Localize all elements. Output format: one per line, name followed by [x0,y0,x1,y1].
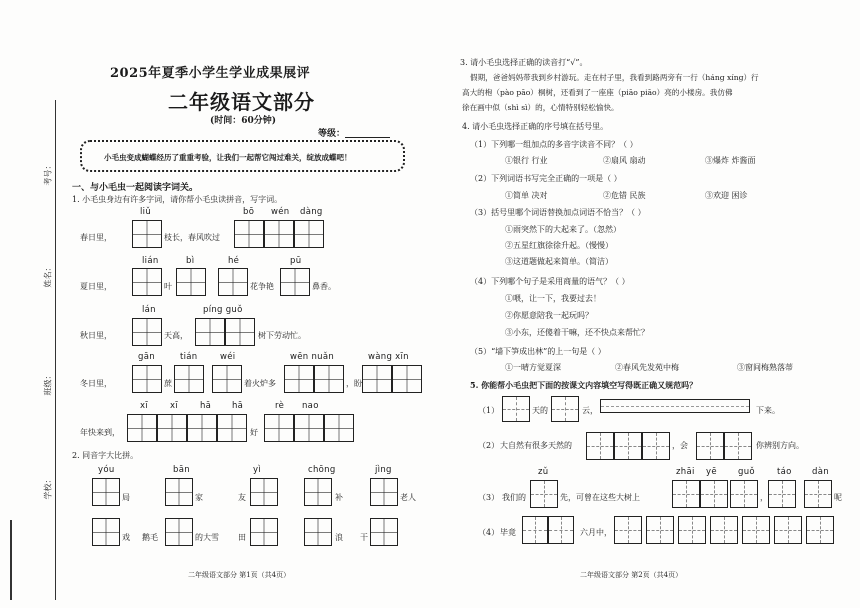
py-wennuan: wēn nuǎn [290,352,335,362]
row4-label: 冬日里， [80,379,112,388]
q4-2-opt[interactable]: ①简单 决对 [505,191,548,200]
answer-box[interactable] [234,220,264,248]
q4-4-opt[interactable]: ②你愿意陪我一起玩吗？ [505,311,593,320]
fill3-num: （3） [478,493,500,502]
homo-py: chōng [308,465,336,475]
q4-2: （2）下列词语书写完全正确的一项是（ ） [470,174,622,183]
row5-label: 年快来到， [80,428,120,437]
py-dang: dàng [300,207,323,217]
fill-box[interactable] [724,432,752,460]
homo-word: 浪 [335,533,343,542]
q4-4-opt[interactable]: ①喂，让一下，我要过去！ [505,294,601,303]
fill-box[interactable] [804,480,832,508]
fill2-text3: 你辨别方向。 [756,441,804,450]
homo-py: yóu [98,465,115,475]
row3-text2: 树下劳动忙。 [258,331,306,340]
answer-box[interactable] [225,318,255,346]
fill3-text4: 呢 [834,493,842,502]
answer-box[interactable] [165,478,193,506]
fill1-text3: 下来。 [756,406,780,415]
fill-box[interactable] [678,516,706,544]
fill-box[interactable] [642,432,670,460]
answer-box[interactable] [92,518,120,546]
answer-box[interactable] [218,268,248,296]
grade-underline [345,137,390,138]
row2-text3: 鼻香。 [312,282,336,291]
fill2-text2: ，会 [672,441,688,450]
answer-box[interactable] [165,518,193,546]
fill-box[interactable] [742,516,770,544]
fill-box[interactable] [614,516,642,544]
py-he: hé [228,256,240,266]
q4-1-opt[interactable]: ②扇风 扇动 [603,156,646,165]
q4-4: （4）下列哪个句子是采用商量的语气？（ ） [470,277,630,286]
answer-box[interactable] [187,414,217,442]
q3-text-line3: 徐在画中似（shì sì）的，心情特别轻松愉快。 [462,103,619,112]
py-wen: wén [271,207,290,217]
py-ha2: hā [232,401,244,411]
fill3-py: dàn [812,467,829,477]
fill3-py: zhāi [676,467,695,477]
fill3-text2: 先，可曾在这些大树上 [560,493,640,502]
fill1-text2: 云， [582,406,598,415]
q4-heading: 4. 请小毛虫选择正确的序号填在括号里。 [462,122,609,131]
homo-word: 家 [195,493,203,502]
answer-box[interactable] [304,518,332,546]
fill-box[interactable] [700,480,728,508]
answer-box[interactable] [157,414,187,442]
answer-box[interactable] [280,268,310,296]
fill-box[interactable] [586,432,614,460]
answer-box[interactable] [370,518,398,546]
py-pingguo: píng guǒ [203,305,243,315]
q4-5: （5）“墙下笋成出林”的上一句是（ ） [470,347,606,356]
q4-1: （1）下列哪一组加点的多音字读音不同？（ ） [470,140,638,149]
fill-box[interactable] [768,480,796,508]
answer-box[interactable] [217,414,247,442]
q4-3-opt[interactable]: ③这道题做起来简单。（简洁） [505,257,613,266]
answer-box[interactable] [132,318,162,346]
answer-box[interactable] [314,365,344,393]
q4-5-opt[interactable]: ②春风先发苑中梅 [615,363,679,372]
py-ha1: hā [200,401,212,411]
q4-5-opt[interactable]: ③窗间梅熟落蒂 [737,363,793,372]
answer-box[interactable] [174,365,204,393]
fill1-text1: 天的 [532,406,548,415]
homo-word: 干 [360,533,368,542]
q4-3-opt[interactable]: ①雨突然下的大起来了。（忽然） [505,225,621,234]
py-wangxin: wàng xīn [368,352,409,362]
answer-box[interactable] [127,414,157,442]
answer-box[interactable] [370,478,398,506]
fill-box[interactable] [522,516,548,544]
answer-box[interactable] [304,478,332,506]
homo-word: 友 [238,493,246,502]
answer-box[interactable] [264,220,294,248]
answer-box[interactable] [132,220,162,248]
q4-1-opt[interactable]: ①银行 行业 [505,156,548,165]
fill-box[interactable] [672,480,700,508]
fill-box[interactable] [646,516,674,544]
row3-text1: 天高， [164,331,188,340]
banner-text: 小毛虫变成蝴蝶经历了重重考验，让我们一起帮它闯过难关，绽放成蝶吧！ [104,153,352,162]
py-tian: tián [180,352,198,362]
homo-word: 田 [238,533,246,542]
answer-box[interactable] [132,268,162,296]
fill4-text1: 毕竟 [500,528,516,537]
exam-subtitle: 二年级语文部分 [168,90,315,114]
binding-line [55,100,56,600]
q4-4-opt[interactable]: ③小东，还傻着干嘛，还不快点来帮忙？ [505,328,649,337]
fill-box[interactable] [774,516,802,544]
homo-py: bān [173,465,190,475]
fill4-num: （4） [478,528,500,537]
py-lan: lán [142,305,156,315]
q5-heading: 5. 你能帮小毛虫把下面的按课文内容填空写得既正确又规范吗？ [470,380,698,390]
answer-box[interactable] [250,478,278,506]
fill3-py: zǔ [538,467,549,477]
margin-school: 学校： [43,475,53,500]
fill2-text1: 大自然有很多天然的 [500,441,572,450]
homo-word: 戏 [122,533,130,542]
py-nao: nao [302,401,319,411]
q4-2-opt[interactable]: ②危错 民族 [603,191,646,200]
row4-text2: 着火炉多 [244,379,276,388]
fill-box[interactable] [806,516,834,544]
q3-text-line1: 假期，爸爸妈妈带我到乡村游玩。走在村子里，我看到路两旁有一行（háng xíng）行 [470,73,759,82]
homo-py: yì [253,465,261,475]
q4-3-opt[interactable]: ②五星红旗徐徐升起。（慢慢） [505,241,613,250]
answer-box[interactable] [195,318,225,346]
row1-text1: 枝长，春风吹过 [164,233,220,242]
py-lian: lián [142,256,159,266]
fill-box[interactable] [502,396,530,422]
fill-box[interactable] [530,480,558,508]
answer-box[interactable] [176,268,206,296]
row2-text1: 叶 [164,282,172,291]
homo-word: 的大雪 [195,533,219,542]
py-xi1: xī [140,401,148,411]
answer-box[interactable] [392,365,422,393]
q4-3: （3）括号里哪个词语替换加点词语不恰当？（ ） [470,208,646,217]
answer-box[interactable] [362,365,392,393]
fill-box[interactable] [710,516,738,544]
fill3-py: táo [777,467,792,477]
py-gan: gān [138,352,155,362]
q2-instruction: 2. 同音字大比拼。 [72,451,139,460]
homo-word: 老人 [400,493,416,502]
homo-word: 补 [335,493,343,502]
fill3-text1: 我们的 [502,493,526,502]
answer-box[interactable] [324,414,354,442]
py-wei: wéi [220,352,236,362]
q1-instruction: 1. 小毛虫身边有许多字词，请你帮小毛虫读拼音，写字词。 [72,195,283,204]
answer-box[interactable] [264,414,294,442]
row4-text3: ，盼 [346,379,362,388]
binding-edge [10,520,12,600]
row4-text1: 蔗 [164,379,172,388]
homo-py: jìng [375,465,392,475]
grade-label: 等级： [318,129,346,139]
homo-word: 局 [122,493,130,502]
fill2-num: （2） [478,441,500,450]
exam-title: 2025年夏季小学生学业成果展评 [110,66,311,81]
fill3-py: yē [706,467,717,477]
py-pu: pū [290,256,302,266]
answer-box[interactable] [212,365,242,393]
q4-2-opt[interactable]: ③欢迎 困诊 [705,191,748,200]
row2-text2: 花争艳 [250,282,274,291]
fill3-py: guǒ [738,467,755,477]
answer-box[interactable] [250,518,278,546]
fill-box[interactable] [551,396,579,422]
fill-box[interactable] [614,432,642,460]
q3-heading: 3. 请小毛虫选择正确的读音打“√”。 [460,58,588,67]
fill-line[interactable] [600,399,750,413]
fill-box[interactable] [696,432,724,460]
fill1-num: （1） [478,406,500,415]
right-footer: 二年级语文部分 第2页（共4页） [580,571,683,579]
answer-box[interactable] [92,478,120,506]
answer-box[interactable] [294,220,324,248]
banner-box [80,140,405,172]
margin-class: 班级： [43,371,53,396]
answer-box[interactable] [294,414,324,442]
section1-heading: 一、与小毛虫一起阅读字词关。 [72,183,199,193]
fill-box[interactable] [548,516,574,544]
row5-text1: 好 [250,428,258,437]
py-xi2: xī [170,401,178,411]
left-footer: 二年级语文部分 第1页（共4页） [188,571,291,579]
exam-time: (时间：60分钟) [210,116,277,126]
row2-label: 夏日里， [80,282,112,291]
fill-box[interactable] [730,480,758,508]
q3-text-line2: 高大的枹（pào pāo）桐树，还看到了一座座（piāo piāo）亮的小楼房。我仿佛 [462,88,733,97]
homo-word: 鹅毛 [142,533,158,542]
row3-label: 秋日里， [80,331,112,340]
answer-box[interactable] [132,365,162,393]
py-bi: bì [186,256,195,266]
margin-name: 姓名： [43,263,53,288]
py-re: rè [275,401,285,411]
py-liu: liǔ [140,207,152,217]
fill4-text2: 六月中， [580,528,612,537]
q4-1-opt[interactable]: ③爆炸 炸酱面 [705,156,756,165]
margin-kaohao: 考号： [43,161,53,186]
py-bo: bō [243,207,255,217]
answer-box[interactable] [284,365,314,393]
fill3-text3: ， [760,493,768,502]
row1-label: 春日里， [80,233,112,242]
q4-5-opt[interactable]: ①一晴方觉夏深 [505,363,561,372]
